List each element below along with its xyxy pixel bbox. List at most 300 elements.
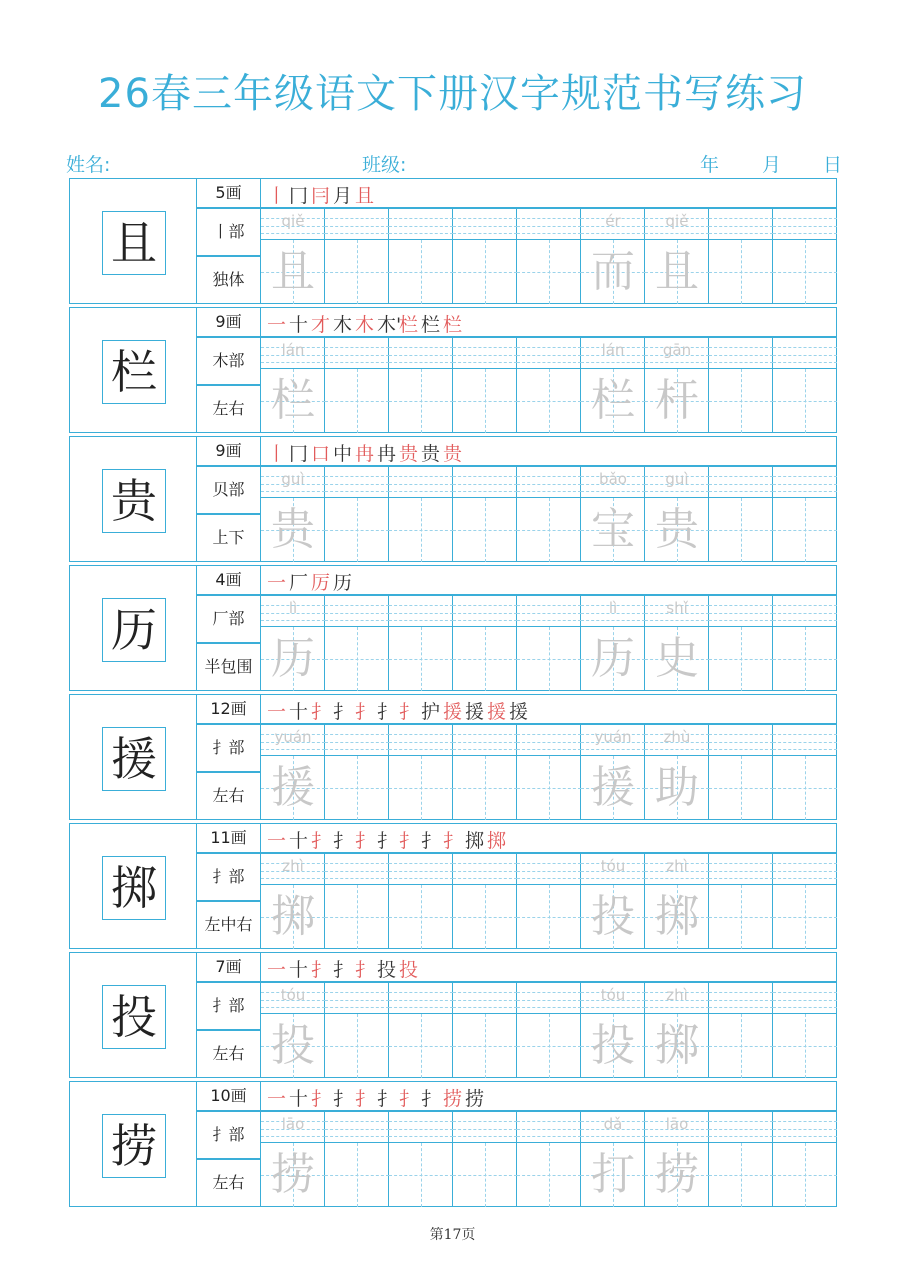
trace-character: 援: [271, 762, 315, 813]
pinyin-text: zhì: [282, 857, 304, 875]
writing-cell[interactable]: [581, 208, 645, 304]
writing-cell[interactable]: [517, 1111, 581, 1207]
grid-guide-horizontal: [773, 1046, 837, 1047]
pinyin-text: zhù: [663, 728, 691, 746]
pinyin-guide-line: [325, 218, 389, 219]
writing-cell[interactable]: [325, 1111, 389, 1207]
grid-guide-horizontal: [325, 401, 389, 402]
stroke-step: 木: [333, 314, 353, 336]
tian-grid-box: [709, 369, 773, 433]
pinyin-guide-line: [517, 605, 581, 606]
pinyin-box: [261, 337, 325, 369]
stroke-step: 援: [509, 701, 529, 723]
grid-guide-horizontal: [389, 272, 453, 273]
pinyin-guide-line: [389, 1121, 453, 1122]
pinyin-box: [581, 466, 645, 498]
writing-cell[interactable]: [453, 1111, 517, 1207]
tian-grid-box: [517, 1014, 581, 1078]
pinyin-box: [709, 853, 773, 885]
trace-character: 栏: [271, 375, 315, 426]
pinyin-box: [645, 853, 709, 885]
pinyin-box: [773, 982, 837, 1014]
pinyin-guide-line: [453, 1121, 517, 1122]
pinyin-guide-line: [453, 742, 517, 743]
model-character: 且: [102, 211, 166, 275]
stroke-step: 扌: [311, 959, 331, 981]
model-character: 贵: [102, 469, 166, 533]
pinyin-box: [453, 1111, 517, 1143]
tian-grid-box: [517, 627, 581, 691]
tian-grid-box: [581, 885, 645, 949]
writing-cell[interactable]: [517, 466, 581, 562]
character-block: [69, 436, 837, 564]
tian-grid-box: [325, 1143, 389, 1207]
pinyin-guide-line: [325, 1000, 389, 1001]
writing-cell[interactable]: [453, 337, 517, 433]
pinyin-guide-line: [773, 347, 837, 348]
pinyin-guide-line: [453, 863, 517, 864]
pinyin-box: [389, 337, 453, 369]
writing-cell[interactable]: [773, 982, 837, 1078]
tian-grid-box: [645, 627, 709, 691]
stroke-step: 扌: [377, 1088, 397, 1110]
tian-grid-box: [389, 627, 453, 691]
stroke-step: 扌: [333, 830, 353, 852]
pinyin-box: [581, 337, 645, 369]
pinyin-guide-line: [453, 620, 517, 621]
trace-character: 助: [655, 762, 699, 813]
stroke-step: 贵: [421, 443, 441, 465]
pinyin-box: [261, 466, 325, 498]
pinyin-guide-line: [581, 749, 645, 750]
stroke-order-row: [261, 952, 837, 982]
writing-cell[interactable]: [773, 208, 837, 304]
radical-label: 扌部: [197, 982, 261, 1030]
pinyin-guide-line: [453, 233, 517, 234]
name-label: 姓名:: [66, 154, 111, 176]
month-label: 月: [762, 154, 782, 176]
pinyin-guide-line: [709, 605, 773, 606]
pinyin-guide-line: [773, 1129, 837, 1130]
tian-grid-box: [389, 240, 453, 304]
pinyin-text: qiě: [281, 212, 305, 230]
pinyin-box: [325, 337, 389, 369]
writing-cell[interactable]: [645, 724, 709, 820]
writing-cell[interactable]: [645, 466, 709, 562]
pinyin-box: [517, 724, 581, 756]
writing-cell[interactable]: [389, 208, 453, 304]
pinyin-guide-line: [325, 1121, 389, 1122]
writing-cell[interactable]: [581, 853, 645, 949]
writing-cell[interactable]: [325, 724, 389, 820]
pinyin-guide-line: [645, 491, 709, 492]
writing-cell[interactable]: [453, 595, 517, 691]
pinyin-guide-line: [517, 749, 581, 750]
pinyin-guide-line: [709, 871, 773, 872]
pinyin-guide-line: [325, 878, 389, 879]
pinyin-guide-line: [389, 1136, 453, 1137]
pinyin-box: [389, 724, 453, 756]
grid-guide-horizontal: [325, 530, 389, 531]
character-block: [69, 178, 837, 306]
grid-guide-horizontal: [773, 788, 837, 789]
writing-cell[interactable]: [517, 853, 581, 949]
pinyin-box: [581, 982, 645, 1014]
writing-cell[interactable]: [645, 337, 709, 433]
pinyin-guide-line: [517, 347, 581, 348]
pinyin-box: [389, 1111, 453, 1143]
writing-cell[interactable]: [517, 337, 581, 433]
tian-grid-box: [709, 1143, 773, 1207]
writing-cell[interactable]: [261, 1111, 325, 1207]
structure-label: 左右: [197, 772, 261, 820]
pinyin-guide-line: [325, 863, 389, 864]
pinyin-box: [453, 208, 517, 240]
pinyin-box: [773, 466, 837, 498]
tian-grid-box: [325, 756, 389, 820]
pinyin-guide-line: [773, 620, 837, 621]
grid-guide-horizontal: [389, 659, 453, 660]
radical-label: 贝部: [197, 466, 261, 514]
grid-guide-horizontal: [709, 401, 773, 402]
writing-cell[interactable]: [325, 337, 389, 433]
tian-grid-box: [453, 756, 517, 820]
writing-cell[interactable]: [581, 337, 645, 433]
grid-guide-horizontal: [773, 1175, 837, 1176]
writing-cell[interactable]: [581, 724, 645, 820]
stroke-step: 中: [333, 443, 353, 465]
strokes-count-label: 10画: [197, 1081, 261, 1111]
pinyin-guide-line: [709, 1129, 773, 1130]
tian-grid-box: [773, 1143, 837, 1207]
trace-character: 捞: [655, 1149, 699, 1200]
writing-cell[interactable]: [389, 1111, 453, 1207]
writing-cell[interactable]: [325, 208, 389, 304]
page-number: 第17页: [429, 1227, 476, 1243]
writing-cell[interactable]: [581, 595, 645, 691]
writing-cell[interactable]: [389, 337, 453, 433]
pinyin-box: [325, 724, 389, 756]
character-cell: [69, 952, 197, 1078]
trace-character: 投: [271, 1020, 315, 1071]
tian-grid-box: [645, 885, 709, 949]
pinyin-box: [773, 595, 837, 627]
pinyin-guide-line: [517, 233, 581, 234]
pinyin-guide-line: [389, 878, 453, 879]
writing-cell[interactable]: [325, 595, 389, 691]
pinyin-guide-line: [325, 491, 389, 492]
pinyin-guide-line: [389, 218, 453, 219]
pinyin-box: [453, 724, 517, 756]
pinyin-guide-line: [453, 476, 517, 477]
pinyin-guide-line: [453, 734, 517, 735]
pinyin-box: [709, 208, 773, 240]
writing-cell[interactable]: [709, 853, 773, 949]
stroke-step: 贵: [399, 443, 419, 465]
tian-grid-box: [261, 885, 325, 949]
pinyin-guide-line: [773, 878, 837, 879]
stroke-step: 扌: [311, 1088, 331, 1110]
pinyin-guide-line: [325, 1136, 389, 1137]
stroke-step: 一: [267, 314, 287, 336]
grid-guide-horizontal: [517, 1046, 581, 1047]
grid-guide-horizontal: [453, 1046, 517, 1047]
stroke-step: 且: [355, 185, 375, 207]
writing-cell[interactable]: [453, 853, 517, 949]
pinyin-box: [709, 982, 773, 1014]
character-block: [69, 307, 837, 435]
stroke-step: 口: [311, 443, 331, 465]
pinyin-box: [453, 853, 517, 885]
stroke-step: 扌: [377, 830, 397, 852]
pinyin-guide-line: [453, 491, 517, 492]
stroke-step: 扌: [333, 701, 353, 723]
writing-cell[interactable]: [261, 466, 325, 562]
writing-cell[interactable]: [773, 337, 837, 433]
pinyin-guide-line: [709, 355, 773, 356]
pinyin-guide-line: [389, 347, 453, 348]
pinyin-guide-line: [261, 1136, 325, 1137]
pinyin-text: dǎ: [603, 1115, 623, 1133]
practice-grid: [261, 853, 837, 949]
tian-grid-box: [517, 240, 581, 304]
tian-grid-box: [261, 1143, 325, 1207]
grid-guide-horizontal: [773, 401, 837, 402]
pinyin-box: [517, 853, 581, 885]
writing-cell[interactable]: [709, 337, 773, 433]
writing-cell[interactable]: [709, 466, 773, 562]
tian-grid-box: [453, 498, 517, 562]
pinyin-box: [389, 982, 453, 1014]
radical-label: 扌部: [197, 724, 261, 772]
pinyin-guide-line: [517, 742, 581, 743]
trace-character: 历: [271, 633, 315, 684]
trace-character: 贵: [271, 504, 315, 555]
stroke-step: 捞: [465, 1088, 485, 1110]
trace-character: 栏: [591, 375, 635, 426]
writing-cell[interactable]: [261, 982, 325, 1078]
writing-cell[interactable]: [325, 466, 389, 562]
writing-cell[interactable]: [389, 853, 453, 949]
pinyin-text: zhì: [666, 857, 688, 875]
writing-cell[interactable]: [581, 1111, 645, 1207]
pinyin-guide-line: [709, 613, 773, 614]
grid-guide-horizontal: [453, 272, 517, 273]
stroke-step: 十: [289, 959, 309, 981]
writing-cell[interactable]: [453, 724, 517, 820]
writing-cell[interactable]: [709, 1111, 773, 1207]
grid-guide-horizontal: [453, 788, 517, 789]
pinyin-guide-line: [773, 749, 837, 750]
pinyin-guide-line: [773, 1000, 837, 1001]
pinyin-guide-line: [645, 233, 709, 234]
writing-cell[interactable]: [453, 466, 517, 562]
pinyin-guide-line: [325, 355, 389, 356]
writing-cell[interactable]: [261, 208, 325, 304]
writing-cell[interactable]: [453, 208, 517, 304]
tian-grid-box: [261, 240, 325, 304]
stroke-step: 扌: [443, 830, 463, 852]
pinyin-guide-line: [389, 742, 453, 743]
grid-guide-horizontal: [389, 1046, 453, 1047]
grid-guide-horizontal: [709, 272, 773, 273]
pinyin-guide-line: [773, 734, 837, 735]
writing-cell[interactable]: [325, 853, 389, 949]
writing-cell[interactable]: [773, 595, 837, 691]
pinyin-text: lāo: [281, 1115, 305, 1133]
model-character: 掷: [102, 856, 166, 920]
pinyin-guide-line: [325, 992, 389, 993]
stroke-order-row: [261, 178, 837, 208]
writing-cell[interactable]: [453, 982, 517, 1078]
pinyin-guide-line: [773, 1121, 837, 1122]
writing-cell[interactable]: [261, 595, 325, 691]
grid-guide-horizontal: [453, 917, 517, 918]
grid-guide-horizontal: [325, 788, 389, 789]
writing-cell[interactable]: [773, 466, 837, 562]
pinyin-guide-line: [581, 233, 645, 234]
writing-cell[interactable]: [389, 466, 453, 562]
writing-cell[interactable]: [261, 853, 325, 949]
character-cell: [69, 178, 197, 304]
pinyin-guide-line: [773, 613, 837, 614]
writing-cell[interactable]: [773, 724, 837, 820]
pinyin-box: [325, 1111, 389, 1143]
pinyin-guide-line: [773, 476, 837, 477]
writing-cell[interactable]: [389, 595, 453, 691]
practice-grid: [261, 466, 837, 562]
pinyin-guide-line: [389, 226, 453, 227]
model-character: 历: [102, 598, 166, 662]
writing-cell[interactable]: [645, 208, 709, 304]
writing-cell[interactable]: [261, 724, 325, 820]
pinyin-guide-line: [581, 620, 645, 621]
strokes-count-label: 9画: [197, 436, 261, 466]
grid-guide-horizontal: [517, 401, 581, 402]
pinyin-guide-line: [453, 218, 517, 219]
pinyin-text: gān: [662, 341, 692, 359]
pinyin-guide-line: [709, 992, 773, 993]
writing-cell[interactable]: [517, 595, 581, 691]
pinyin-text: yuán: [274, 728, 312, 746]
writing-cell[interactable]: [389, 982, 453, 1078]
tian-grid-box: [645, 369, 709, 433]
grid-guide-horizontal: [453, 659, 517, 660]
tian-grid-box: [325, 627, 389, 691]
character-cell: [69, 436, 197, 562]
grid-guide-horizontal: [389, 530, 453, 531]
pinyin-guide-line: [709, 1121, 773, 1122]
writing-cell[interactable]: [645, 595, 709, 691]
writing-cell[interactable]: [709, 208, 773, 304]
trace-character: 宝: [591, 504, 635, 555]
writing-cell[interactable]: [773, 853, 837, 949]
writing-cell[interactable]: [709, 982, 773, 1078]
pinyin-guide-line: [581, 878, 645, 879]
writing-cell[interactable]: [709, 724, 773, 820]
writing-cell[interactable]: [581, 466, 645, 562]
tian-grid-box: [581, 1014, 645, 1078]
day-label: 日: [823, 154, 843, 176]
tian-grid-box: [261, 627, 325, 691]
writing-cell[interactable]: [517, 982, 581, 1078]
structure-label: 左右: [197, 1030, 261, 1078]
pinyin-box: [773, 724, 837, 756]
pinyin-box: [581, 724, 645, 756]
trace-character: 贵: [655, 504, 699, 555]
trace-character: 而: [591, 246, 635, 297]
pinyin-box: [709, 595, 773, 627]
practice-grid: [261, 208, 837, 304]
pinyin-guide-line: [453, 1136, 517, 1137]
writing-cell[interactable]: [645, 1111, 709, 1207]
pinyin-text: zhì: [666, 986, 688, 1004]
tian-grid-box: [389, 885, 453, 949]
tian-grid-box: [453, 369, 517, 433]
pinyin-guide-line: [325, 1007, 389, 1008]
pinyin-guide-line: [389, 362, 453, 363]
pinyin-guide-line: [453, 355, 517, 356]
strokes-count-label: 5画: [197, 178, 261, 208]
stroke-step: 援: [443, 701, 463, 723]
writing-cell[interactable]: [517, 208, 581, 304]
pinyin-guide-line: [325, 362, 389, 363]
pinyin-guide-line: [709, 620, 773, 621]
pinyin-guide-line: [581, 362, 645, 363]
pinyin-box: [389, 853, 453, 885]
stroke-step: 扌: [421, 830, 441, 852]
tian-grid-box: [709, 885, 773, 949]
writing-cell[interactable]: [645, 982, 709, 1078]
pinyin-guide-line: [389, 484, 453, 485]
tian-grid-box: [581, 1143, 645, 1207]
pinyin-guide-line: [261, 491, 325, 492]
pinyin-guide-line: [773, 484, 837, 485]
pinyin-box: [261, 595, 325, 627]
writing-cell[interactable]: [773, 1111, 837, 1207]
stroke-step: 冂: [289, 443, 309, 465]
writing-cell[interactable]: [389, 724, 453, 820]
pinyin-guide-line: [773, 362, 837, 363]
grid-guide-horizontal: [773, 272, 837, 273]
pinyin-text: tóu: [280, 986, 306, 1004]
pinyin-text: lán: [281, 341, 305, 359]
writing-cell[interactable]: [581, 982, 645, 1078]
pinyin-text: tóu: [600, 857, 626, 875]
pinyin-guide-line: [261, 362, 325, 363]
structure-label: 左右: [197, 385, 261, 433]
class-label: 班级:: [362, 154, 407, 176]
pinyin-guide-line: [261, 878, 325, 879]
trace-character: 援: [591, 762, 635, 813]
pinyin-guide-line: [645, 1136, 709, 1137]
writing-cell[interactable]: [645, 853, 709, 949]
strokes-count-label: 9画: [197, 307, 261, 337]
writing-cell[interactable]: [325, 982, 389, 1078]
writing-cell[interactable]: [517, 724, 581, 820]
pinyin-box: [773, 337, 837, 369]
pinyin-guide-line: [645, 878, 709, 879]
tian-grid-box: [645, 1014, 709, 1078]
pinyin-guide-line: [709, 734, 773, 735]
writing-cell[interactable]: [261, 337, 325, 433]
pinyin-box: [709, 1111, 773, 1143]
stroke-step: 十: [289, 830, 309, 852]
writing-cell[interactable]: [709, 595, 773, 691]
character-cell: [69, 565, 197, 691]
pinyin-guide-line: [581, 1136, 645, 1137]
stroke-step: 扌: [399, 830, 419, 852]
